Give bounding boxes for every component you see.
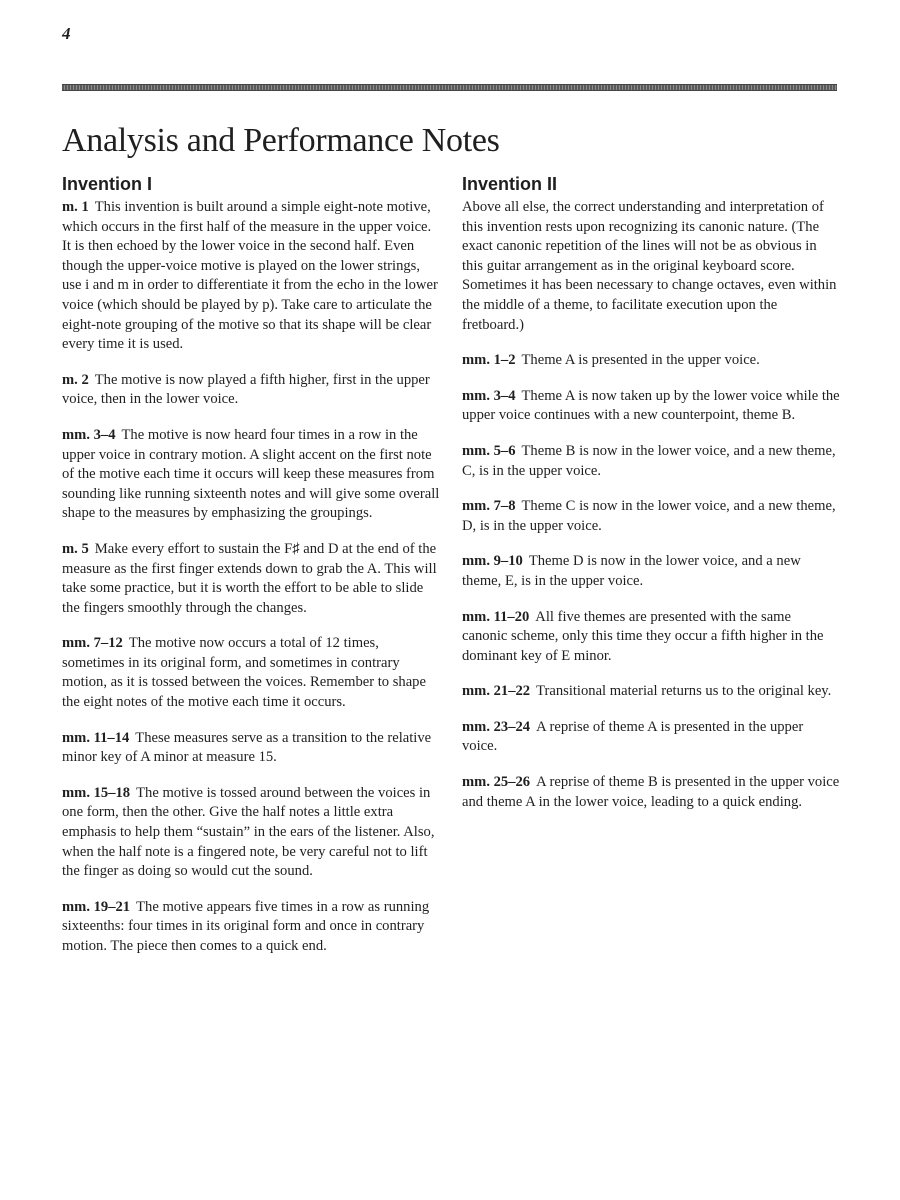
- measure-label: mm. 11–14: [62, 729, 130, 746]
- note-text: Theme A is presented in the upper voice.: [521, 352, 760, 369]
- measure-label: mm. 25–26: [462, 774, 531, 791]
- note-paragraph: [62, 198, 440, 355]
- note-text: This invention is built around a simple eight-note motive, which occurs in the first half of the measure in the upper voice. It is then echoed by the lower voice in the second half. Even though the upper-voice motive is played on the lower strings, use i and m in order to differentiate it from the echo in the lower voice (which should be played by p). Take care to articulate the eight-note grouping of the motive so that its shape will be clear every time it is used.: [62, 199, 438, 353]
- measure-label: mm. 19–21: [62, 898, 131, 915]
- note-paragraph: [462, 351, 840, 371]
- note-text: Theme B is now in the lower voice, and a new theme, C, is in the upper voice.: [462, 442, 836, 479]
- measure-label: mm. 7–12: [62, 635, 123, 652]
- note-text: The motive is now played a fifth higher, first in the upper voice, then in the lower voice.: [62, 371, 430, 408]
- note-paragraph: [62, 426, 440, 524]
- note-text: Theme D is now in the lower voice, and a new theme, E, is in the upper voice.: [462, 553, 801, 589]
- header-rule: [62, 84, 837, 91]
- note-paragraph: [462, 773, 840, 812]
- measure-label: mm. 1–2: [462, 352, 516, 369]
- measure-label: m. 2: [62, 371, 89, 388]
- note-paragraph: [462, 608, 840, 667]
- note-text: The motive is tossed around between the voices in one form, then the other. Give the half notes a little extra emphasis to help them “sustain” in the ears of the listener. Also, when the half note is a fingered note, be very careful not to lift the finger as doing so would cut the sound.: [62, 784, 435, 880]
- note-text: Transitional material returns us to the original key.: [536, 683, 832, 700]
- note-text: All five themes are presented with the same canonic scheme, only this time they occur a fifth higher in the dominant key of E minor.: [462, 608, 824, 664]
- page-title: Analysis and Performance Notes: [62, 122, 500, 159]
- measure-label: m. 5: [62, 540, 89, 557]
- note-text: Theme C is now in the lower voice, and a new theme, D, is in the upper voice.: [462, 498, 836, 534]
- note-text: The motive now occurs a total of 12 times, sometimes in its original form, and sometimes in contrary motion, as it is tossed between the voices. Remember to shape the eight notes of the motive each time it occurs.: [62, 635, 426, 711]
- measure-label: mm. 9–10: [462, 553, 523, 570]
- measure-label: mm. 5–6: [462, 442, 516, 459]
- invention-2-column: [462, 172, 840, 828]
- note-text: Theme A is now taken up by the lower voice while the upper voice continues with a new counterpoint, theme B.: [462, 387, 840, 424]
- invention-2-heading: Invention II: [462, 174, 558, 194]
- invention-1-column: [62, 172, 440, 973]
- note-text: A reprise of theme B is presented in the upper voice and theme A in the lower voice, leading to a quick ending.: [462, 774, 840, 810]
- measure-label: mm. 23–24: [462, 718, 531, 735]
- measure-label: mm. 3–4: [462, 387, 516, 404]
- note-paragraph: [62, 784, 440, 882]
- note-paragraph: [462, 442, 840, 481]
- note-paragraph: [62, 371, 440, 410]
- measure-label: mm. 11–20: [462, 608, 530, 625]
- note-paragraph: [462, 718, 840, 757]
- intro-paragraph: Above all else, the correct understanding and interpretation of this invention rests upon recognizing its canonic nature. (The exact canonic repetition of the lines will not be as obvious in this guitar arrangement as in the original keyboard score. Sometimes it has been necessary to change octaves, even within the middle of a theme, to facilitate execution upon the fretboard.): [462, 199, 837, 333]
- note-paragraph: [462, 682, 840, 702]
- measure-label: m. 1: [62, 199, 89, 215]
- note-text: The motive is now heard four times in a row in the upper voice in contrary motion. A slight accent on the first note of the motive each time it occurs will keep these measures from sounding like running sixteenth notes and will give some overall shape to the measures by emphasizing the groupings.: [62, 426, 440, 522]
- note-paragraph: [462, 387, 840, 426]
- note-text: Make every effort to sustain the F♯ and D at the end of the measure as the first finger extends down to grab the A. This will take some practice, but it is worth the effort to be able to slide the fingers smoothly through the changes.: [62, 540, 437, 616]
- measure-label: mm. 15–18: [62, 784, 131, 801]
- note-text: These measures serve as a transition to the relative minor key of A minor at measure 15.: [62, 729, 432, 766]
- measure-label: mm. 21–22: [462, 683, 531, 700]
- note-paragraph: [462, 552, 840, 591]
- measure-label: mm. 7–8: [462, 498, 516, 515]
- invention-1-heading: Invention I: [62, 174, 152, 194]
- note-paragraph: [62, 634, 440, 712]
- note-text: The motive appears five times in a row as running sixteenths: four times in its original form and once in contrary motion. The piece then comes to a quick end.: [62, 898, 430, 954]
- note-paragraph: [62, 540, 440, 618]
- note-paragraph: [462, 497, 840, 536]
- note-paragraph: [62, 729, 440, 768]
- note-paragraph: [62, 898, 440, 957]
- measure-label: mm. 3–4: [62, 426, 116, 443]
- page-number: 4: [62, 24, 71, 43]
- note-text: A reprise of theme A is presented in the upper voice.: [462, 718, 804, 755]
